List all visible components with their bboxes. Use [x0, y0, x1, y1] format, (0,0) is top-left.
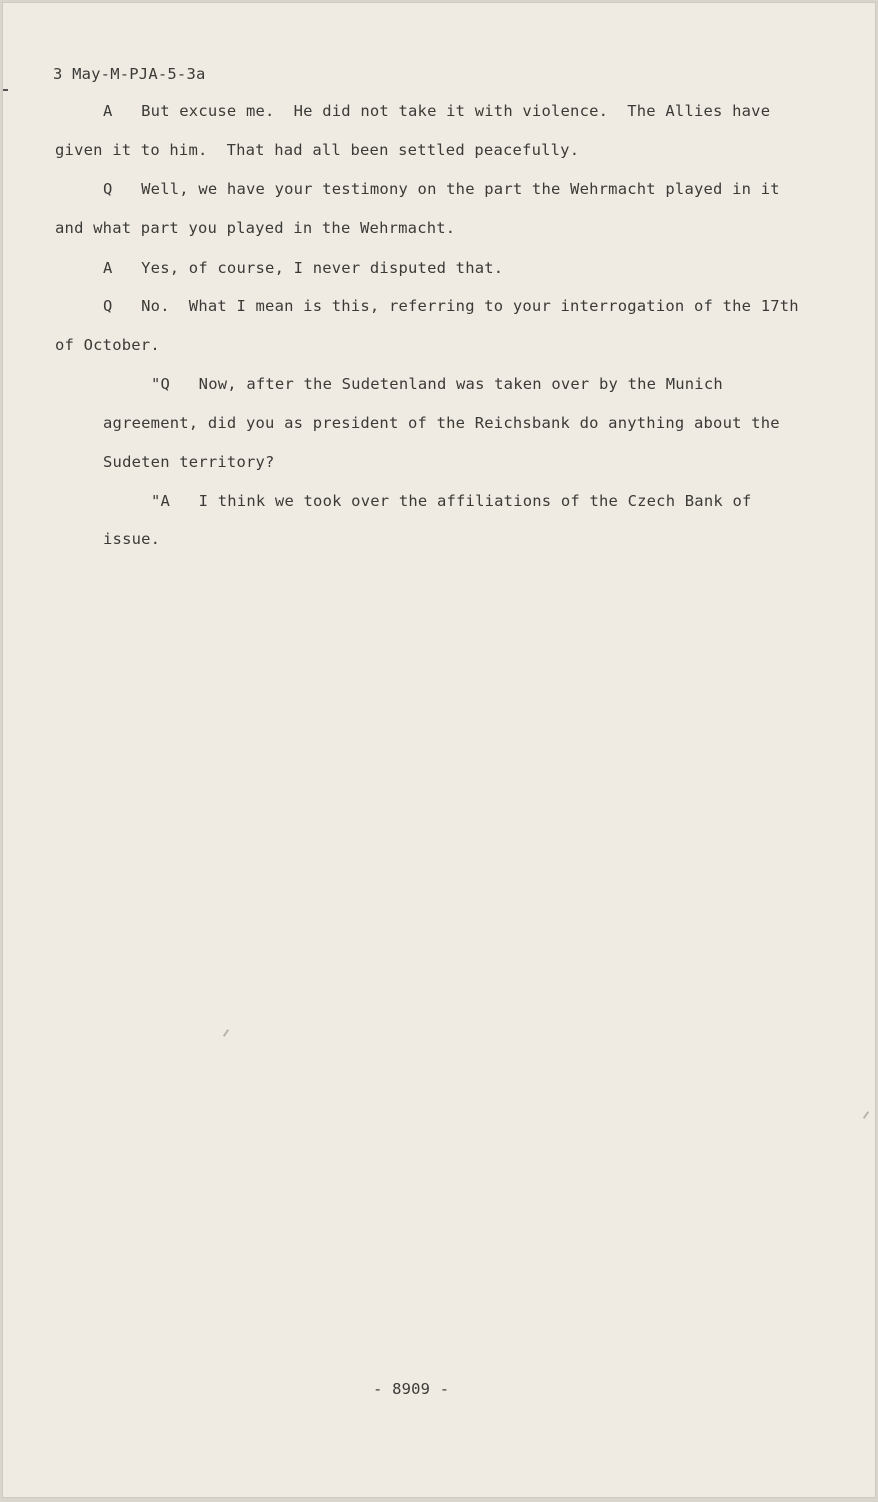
text-line: given it to him. That had all been settled peacefully.	[55, 141, 580, 159]
text-line: Q Well, we have your testimony on the part the Wehrmacht played in it	[103, 180, 780, 198]
text-line: agreement, did you as president of the Reichsbank do anything about the	[103, 414, 780, 432]
text-line: Q No. What I mean is this, referring to your interrogation of the 17th	[103, 297, 799, 315]
document-page	[2, 2, 876, 1498]
text-line: and what part you played in the Wehrmacht.	[55, 219, 456, 237]
text-line: "Q Now, after the Sudetenland was taken over by the Munich	[151, 375, 723, 393]
text-line: "A I think we took over the affiliations of the Czech Bank of	[151, 492, 752, 510]
text-line: issue.	[103, 530, 161, 548]
page-number: - 8909 -	[373, 1380, 450, 1398]
text-line: Sudeten territory?	[103, 453, 275, 471]
document-header: 3 May-M-PJA-5-3a	[53, 65, 206, 83]
margin-mark	[3, 89, 8, 91]
text-line: A But excuse me. He did not take it with violence. The Allies have	[103, 102, 771, 120]
text-line: of October.	[55, 336, 160, 354]
text-line: A Yes, of course, I never disputed that.	[103, 259, 504, 277]
paper-speck	[223, 1029, 229, 1037]
paper-speck	[863, 1111, 869, 1119]
